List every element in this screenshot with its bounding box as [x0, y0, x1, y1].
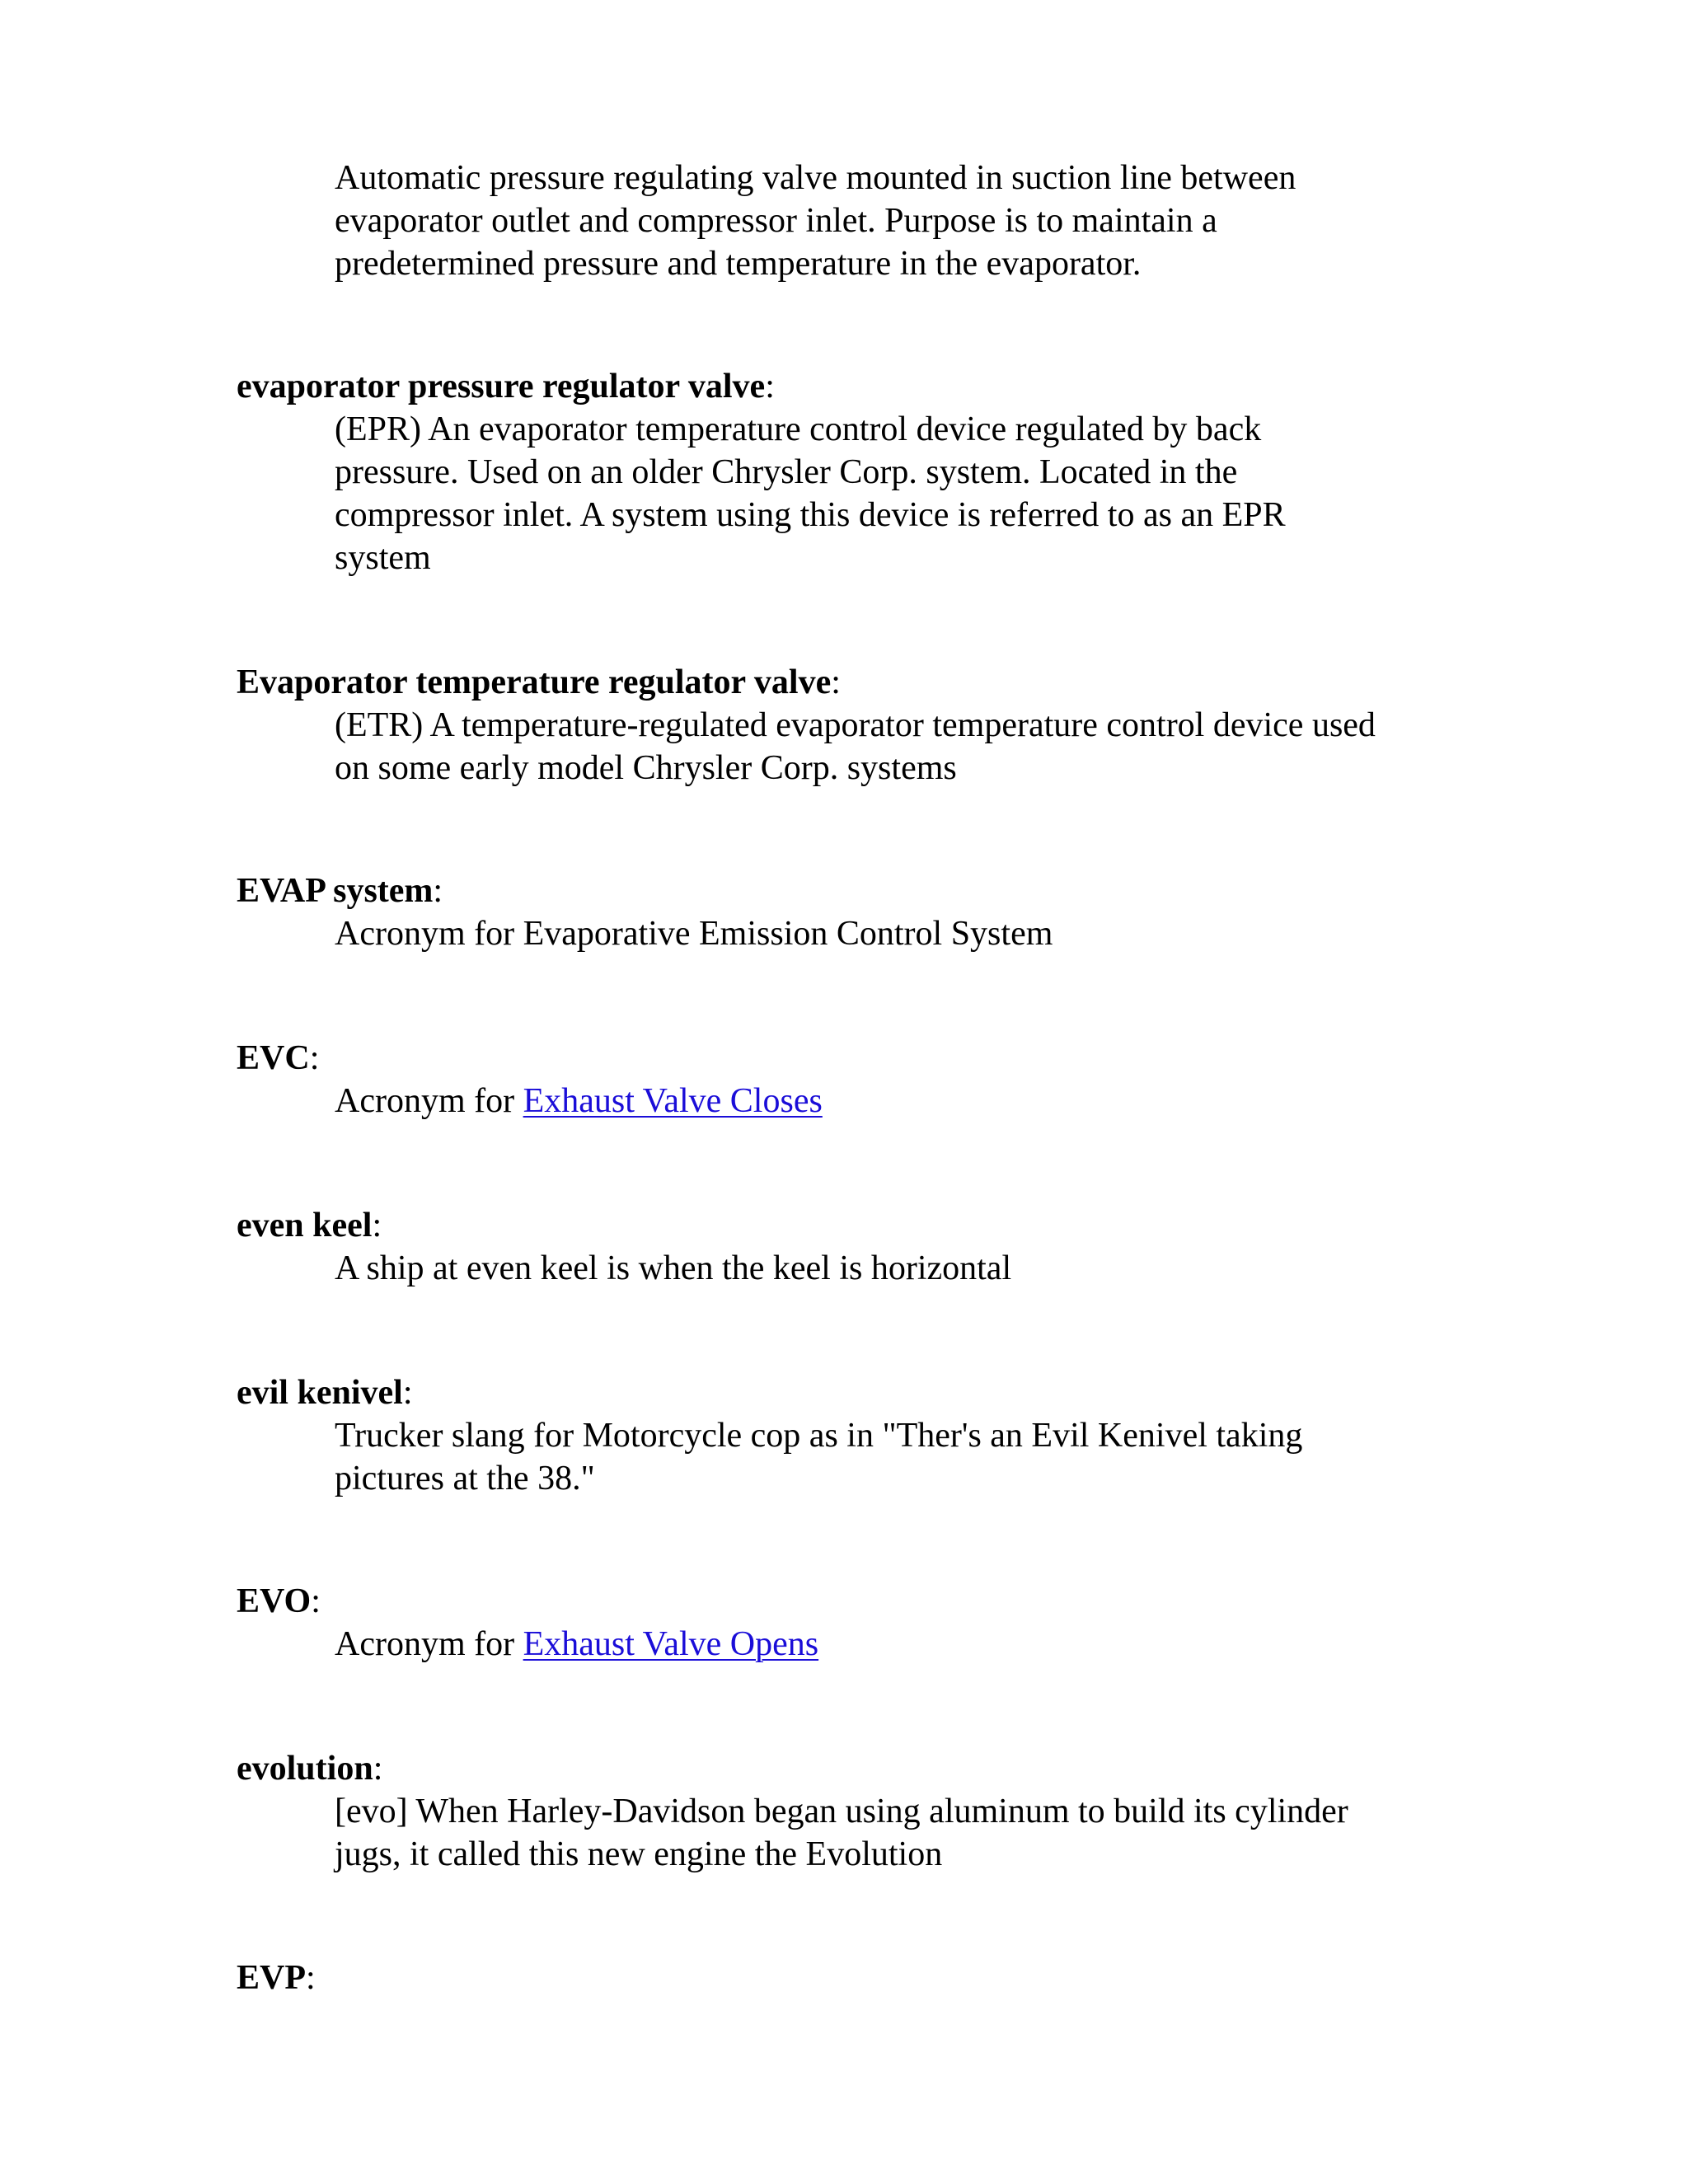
term: even keel	[237, 1207, 373, 1244]
definition-line: Trucker slang for Motorcycle cop as in "Ther's an Evil Kenivel taking	[335, 1417, 1303, 1455]
definition-line: [evo] When Harley-Davidson began using aluminum to build its cylinder	[335, 1793, 1348, 1830]
definition-line: (EPR) An evaporator temperature control device regulated by back	[335, 410, 1262, 448]
glossary-entry-evolution	[237, 1747, 1522, 1876]
definition-line: compressor inlet. A system using this device is referred to as an EPR	[335, 496, 1286, 534]
definition-line	[335, 1080, 1522, 1122]
term-line	[237, 661, 1522, 704]
definition	[335, 1790, 1522, 1876]
term-line	[237, 1204, 1522, 1247]
glossary-entry-evo	[237, 1580, 1522, 1666]
definition	[335, 912, 1522, 955]
definition	[335, 157, 1522, 285]
definition-prefix: Acronym for	[335, 1625, 523, 1663]
term-line	[237, 365, 1522, 408]
term-line	[237, 1957, 1522, 1999]
term: EVC	[237, 1039, 310, 1077]
colon: :	[433, 872, 443, 910]
term: evolution	[237, 1750, 373, 1788]
definition-line: pressure. Used on an older Chrysler Corp. system. Located in the	[335, 453, 1238, 491]
term: EVAP system	[237, 872, 434, 910]
colon: :	[402, 1374, 413, 1412]
term: Evaporator temperature regulator valve	[237, 663, 832, 701]
definition	[335, 1080, 1522, 1122]
glossary-entry-epr-valve	[237, 365, 1522, 579]
definition	[335, 1414, 1522, 1500]
term: EVO	[237, 1582, 312, 1620]
definition-line: system	[335, 539, 431, 577]
definition	[335, 1247, 1522, 1290]
definition-line: jugs, it called this new engine the Evolution	[335, 1835, 943, 1873]
definition-line: (ETR) A temperature-regulated evaporator temperature control device used	[335, 706, 1376, 744]
colon: :	[373, 1750, 383, 1788]
exhaust-valve-opens-link[interactable]: Exhaust Valve Opens	[523, 1625, 819, 1663]
glossary-entry-evp	[237, 1957, 1522, 1999]
definition	[335, 1623, 1522, 1666]
colon: :	[372, 1207, 382, 1244]
glossary-entry-etr-valve	[237, 661, 1522, 790]
definition-prefix: Acronym for	[335, 1082, 523, 1120]
definition-line: evaporator outlet and compressor inlet. Purpose is to maintain a	[335, 202, 1217, 240]
term: EVP	[237, 1959, 306, 1997]
colon: :	[831, 663, 841, 701]
colon: :	[311, 1582, 321, 1620]
colon: :	[306, 1959, 316, 1997]
glossary-entry-evap-system	[237, 869, 1522, 955]
definition-line: Automatic pressure regulating valve mounted in suction line between	[335, 159, 1296, 197]
glossary-entry-evc	[237, 1037, 1522, 1122]
definition-line: on some early model Chrysler Corp. systems	[335, 749, 957, 787]
definition	[335, 408, 1522, 579]
definition	[335, 704, 1522, 790]
colon: :	[309, 1039, 320, 1077]
term-line	[237, 1747, 1522, 1790]
glossary-entry-even-keel	[237, 1204, 1522, 1290]
term-line	[237, 869, 1522, 912]
definition-line: pictures at the 38."	[335, 1460, 595, 1497]
term: evaporator pressure regulator valve	[237, 368, 766, 405]
definition-line: predetermined pressure and temperature in the evaporator.	[335, 245, 1142, 283]
exhaust-valve-closes-link[interactable]: Exhaust Valve Closes	[523, 1082, 823, 1120]
colon: :	[765, 368, 775, 405]
definition-line	[335, 1623, 1522, 1666]
glossary-entry-continuation	[237, 157, 1522, 285]
term-line	[237, 1371, 1522, 1414]
term-line	[237, 1037, 1522, 1080]
glossary-entry-evil-kenivel	[237, 1371, 1522, 1500]
definition-line: A ship at even keel is when the keel is horizontal	[335, 1249, 1012, 1287]
definition-line: Acronym for Evaporative Emission Control System	[335, 915, 1053, 953]
term-line	[237, 1580, 1522, 1623]
term: evil kenivel	[237, 1374, 403, 1412]
